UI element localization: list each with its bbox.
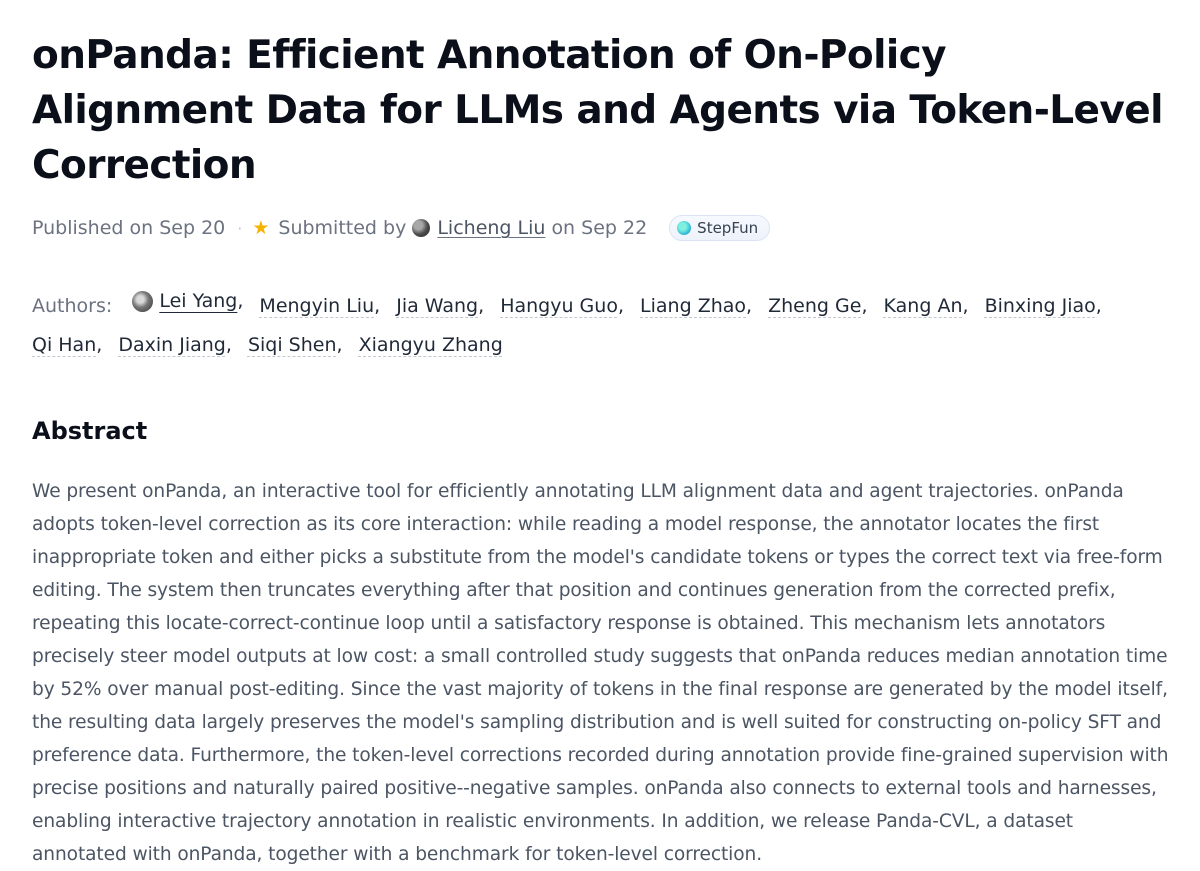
author-separator: , bbox=[96, 334, 103, 356]
submitter-avatar[interactable] bbox=[412, 219, 430, 237]
author-item[interactable] bbox=[32, 326, 112, 365]
author-avatar bbox=[132, 291, 153, 312]
paper-title: onPanda: Efficient Annotation of On-Policy Alignment Data for LLMs and Agents via Token-Level Correction bbox=[32, 33, 1163, 188]
author-separator: , bbox=[336, 334, 343, 356]
organization-name: StepFun bbox=[697, 219, 759, 237]
authors-list bbox=[32, 282, 1169, 365]
author-name[interactable]: Binxing Jiao bbox=[984, 295, 1096, 317]
abstract-heading: Abstract bbox=[32, 417, 148, 445]
published-date: Published on Sep 20 bbox=[32, 217, 226, 239]
author-separator: , bbox=[617, 295, 624, 317]
authors-label: Authors: bbox=[32, 295, 113, 317]
separator-dot: · bbox=[237, 218, 243, 238]
author-separator: , bbox=[225, 334, 232, 356]
author-name[interactable]: Hangyu Guo bbox=[500, 295, 618, 317]
organization-badge[interactable] bbox=[669, 215, 770, 241]
author-item[interactable] bbox=[768, 287, 877, 326]
author-item[interactable] bbox=[884, 287, 979, 326]
submitter-link[interactable]: Licheng Liu bbox=[437, 217, 546, 239]
author-item[interactable] bbox=[985, 287, 1112, 326]
star-icon: ★ bbox=[252, 217, 270, 239]
author-name[interactable]: Jia Wang bbox=[396, 295, 479, 317]
author-name[interactable]: Liang Zhao bbox=[640, 295, 747, 317]
author-item[interactable] bbox=[118, 326, 242, 365]
author-separator: , bbox=[746, 295, 753, 317]
author-separator: , bbox=[478, 295, 485, 317]
author-item[interactable] bbox=[396, 287, 494, 326]
author-separator: , bbox=[1095, 295, 1102, 317]
submitted-by-label: Submitted by bbox=[278, 217, 407, 239]
author-item[interactable] bbox=[500, 287, 634, 326]
author-item[interactable] bbox=[132, 282, 253, 321]
author-name[interactable]: Qi Han bbox=[32, 334, 97, 356]
author-name[interactable]: Xiangyu Zhang bbox=[358, 334, 503, 356]
author-item[interactable] bbox=[248, 326, 353, 365]
author-item[interactable] bbox=[359, 326, 503, 365]
author-name[interactable]: Kang An bbox=[883, 295, 963, 317]
paper-meta bbox=[32, 213, 1169, 243]
author-name[interactable]: Lei Yang bbox=[159, 290, 238, 312]
author-name[interactable]: Zheng Ge bbox=[768, 295, 862, 317]
author-item[interactable] bbox=[640, 287, 762, 326]
author-separator: , bbox=[962, 295, 969, 317]
submitted-date: on Sep 22 bbox=[551, 217, 648, 239]
stepfun-logo-icon bbox=[677, 221, 691, 235]
author-separator: , bbox=[861, 295, 868, 317]
author-separator: , bbox=[374, 295, 381, 317]
author-name[interactable]: Daxin Jiang bbox=[118, 334, 226, 356]
author-name[interactable]: Siqi Shen bbox=[247, 334, 337, 356]
author-name[interactable]: Mengyin Liu bbox=[259, 295, 375, 317]
author-item[interactable] bbox=[259, 287, 390, 326]
abstract-text: We present onPanda, an interactive tool for efficiently annotating LLM alignment data and agent trajectories. onPanda adopts token-level correction as its core interaction: while reading a model response, the annotator locates the first inappropriate token and either picks a substitute from the model's candidate tokens or types the correct text via free-form editing. The system then truncates everything after that position and continues generation from the corrected prefix, repeating this locate-correct-continue loop until a satisfactory response is obtained. This mechanism lets annotators precisely steer model outputs at low cost: a small controlled study suggests that onPanda reduces median annotation time by 52% over manual post-editing. Since the vast majority of tokens in the final response are generated by the model itself, the resulting data largely preserves the model's sampling distribution and is well suited for constructing on-policy SFT and preference data. Furthermore, the token-level corrections recorded during annotation provide fine-grained supervision with precise positions and naturally paired positive--negative samples. onPanda also connects to external tools and harnesses, enabling interactive trajectory annotation in realistic environments. In addition, we release Panda-CVL, a dataset annotated with onPanda, together with a benchmark for token-level correction. bbox=[32, 481, 1169, 865]
author-separator: , bbox=[237, 290, 244, 312]
